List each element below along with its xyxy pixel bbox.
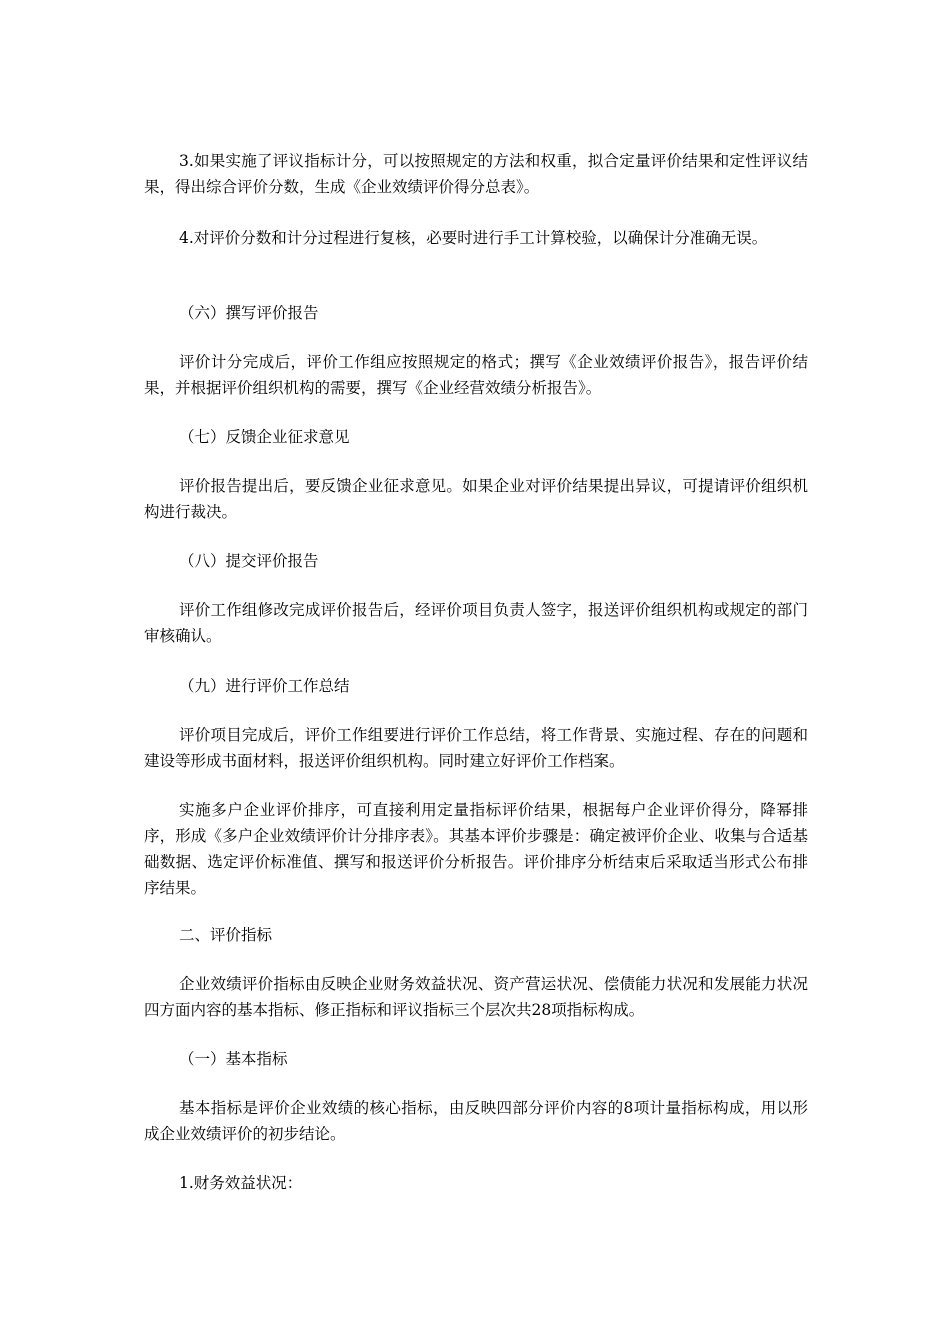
paragraph-section-8-body: 评价工作组修改完成评价报告后，经评价项目负责人签字，报送评价组织机构或规定的部门审核确认。	[144, 601, 808, 645]
heading-section-9: （九）进行评价工作总结	[179, 677, 350, 695]
paragraph-step-3: 3.如果实施了评议指标计分，可以按照规定的方法和权重，拟合定量评价结果和定性评议结果，得出综合评价分数，生成《企业效绩评价得分总表》。	[144, 152, 808, 196]
paragraph-section-7-body: 评价报告提出后，要反馈企业征求意见。如果企业对评价结果提出异议，可提请评价组织机构进行裁决。	[144, 477, 808, 521]
heading-evaluation-indicators: 二、评价指标	[179, 926, 273, 944]
paragraph-step-4: 4.对评价分数和计分过程进行复核，必要时进行手工计算校验，以确保计分准确无误。	[179, 229, 768, 247]
paragraph-section-6-body: 评价计分完成后，评价工作组应按照规定的格式；撰写《企业效绩评价报告》，报告评价结果，并根据评价组织机构的需要，撰写《企业经营效绩分析报告》。	[144, 353, 808, 397]
paragraph-section-9-body: 评价项目完成后，评价工作组要进行评价工作总结，将工作背景、实施过程、存在的问题和建设等形成书面材料，报送评价组织机构。同时建立好评价工作档案。	[144, 726, 808, 770]
heading-section-6: （六）撰写评价报告	[179, 304, 319, 322]
paragraph-indicators-intro: 企业效绩评价指标由反映企业财务效益状况、资产营运状况、偿债能力状况和发展能力状况四方面内容的基本指标、修正指标和评议指标三个层次共28项指标构成。	[144, 975, 808, 1019]
heading-section-7: （七）反馈企业征求意见	[179, 428, 350, 446]
heading-basic-indicators: （一）基本指标	[179, 1050, 288, 1068]
paragraph-basic-indicators-body: 基本指标是评价企业效绩的核心指标，由反映四部分评价内容的8项计量指标构成，用以形成企业效绩评价的初步结论。	[144, 1099, 808, 1143]
heading-financial-status: 1.财务效益状况：	[179, 1174, 303, 1192]
heading-section-8: （八）提交评价报告	[179, 552, 319, 570]
paragraph-ranking: 实施多户企业评价排序，可直接利用定量指标评价结果，根据每户企业评价得分，降幂排序，形成《多户企业效绩评价计分排序表》。其基本评价步骤是：确定被评价企业、收集与合适基础数据、选定评价标准值、撰写和报送评价分析报告。评价排序分析结束后采取适当形式公布排序结果。	[144, 801, 808, 897]
